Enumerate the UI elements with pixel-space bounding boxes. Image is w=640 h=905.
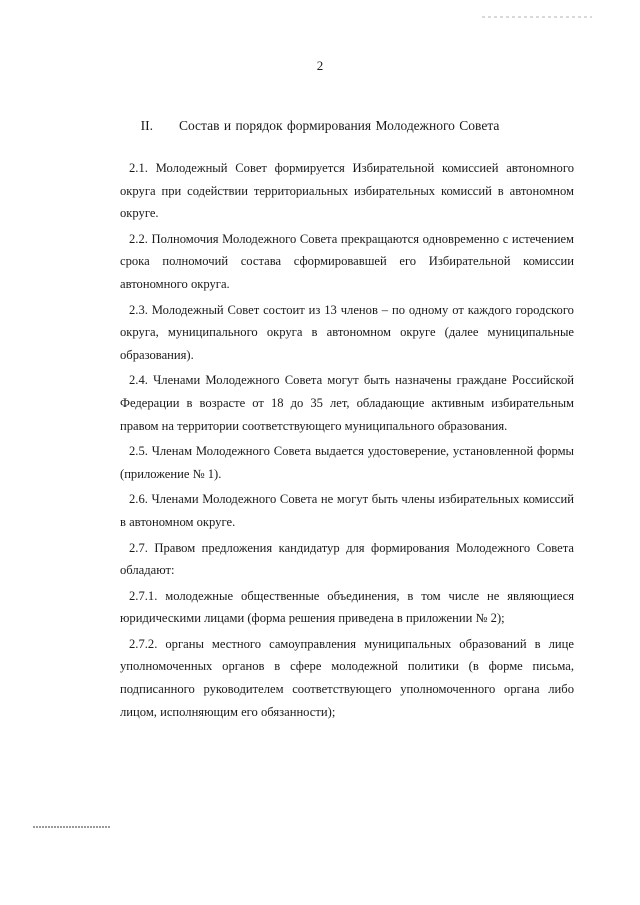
page-number: 2 (316, 58, 324, 73)
paragraph-number: 2.6. (129, 492, 148, 507)
paragraph-number: 2.1. (129, 161, 148, 175)
paragraph-2-3 (120, 299, 574, 367)
paragraph-text: Полномочия Молодежного Совета прекращаются одновременно с истечением срока полномочий состава сформировавшей его Избирательной комиссии автономного округа. (120, 231, 575, 291)
paragraph-number: 2.4. (129, 373, 148, 388)
paragraph-text: Молодежный Совет состоит из 13 членов – по одному от каждого городского округа, муниципального округа в автономном округе (далее муниципальные образования). (120, 302, 574, 362)
paragraph-number: 2.5. (129, 444, 148, 459)
paragraph-2-7-2 (120, 633, 574, 723)
paragraph-text: Правом предложения кандидатур для формирования Молодежного Совета обладают: (120, 540, 574, 578)
scan-artifact-top (482, 16, 592, 18)
paragraph-2-4 (120, 369, 574, 437)
paragraph-2-5 (120, 440, 574, 485)
section-title: Состав и порядок формирования Молодежного Совета (178, 118, 500, 133)
section-heading (0, 118, 640, 134)
paragraph-number: 2.7. (129, 540, 148, 555)
section-body (120, 157, 574, 726)
paragraph-text: Членам Молодежного Совета выдается удостоверение, установленной формы (приложение № 1). (120, 444, 574, 481)
paragraph-2-1 (120, 157, 574, 225)
paragraph-number: 2.2. (129, 231, 148, 246)
scan-artifact-bottom (33, 826, 111, 828)
paragraph-text: Членами Молодежного Совета не могут быть члены избирательных комиссий в автономном округе. (120, 492, 574, 529)
paragraph-text: молодежные общественные объединения, в том числе не являющиеся юридическими лицами (форма решения приведена в приложении № 2); (120, 588, 575, 626)
paragraph-number: 2.7.1. (129, 588, 158, 603)
paragraph-text: Членами Молодежного Совета могут быть назначены граждане Российской Федерации в возрасте от 18 до 35 лет, обладающие активным избирательным правом на территории соответствующего муниципального образования. (120, 373, 574, 433)
paragraph-2-7 (120, 537, 574, 582)
paragraph-text: органы местного самоуправления муниципальных образований в лице уполномоченных органов в сфере молодежной политики (в форме письма, подписанного руководителем соответствующего уполномоченного органа либо лицом, исполняющим его обязанности); (120, 636, 574, 719)
section-numeral: II. (140, 118, 153, 133)
paragraph-2-7-1 (120, 585, 574, 630)
paragraph-2-6 (120, 488, 574, 533)
paragraph-number: 2.7.2. (129, 636, 158, 651)
paragraph-number: 2.3. (129, 302, 148, 317)
paragraph-2-2 (120, 228, 574, 296)
paragraph-text: Молодежный Совет формируется Избирательной комиссией автономного округа при содействии территориальных избирательных комиссий в автономном округе. (120, 161, 574, 221)
